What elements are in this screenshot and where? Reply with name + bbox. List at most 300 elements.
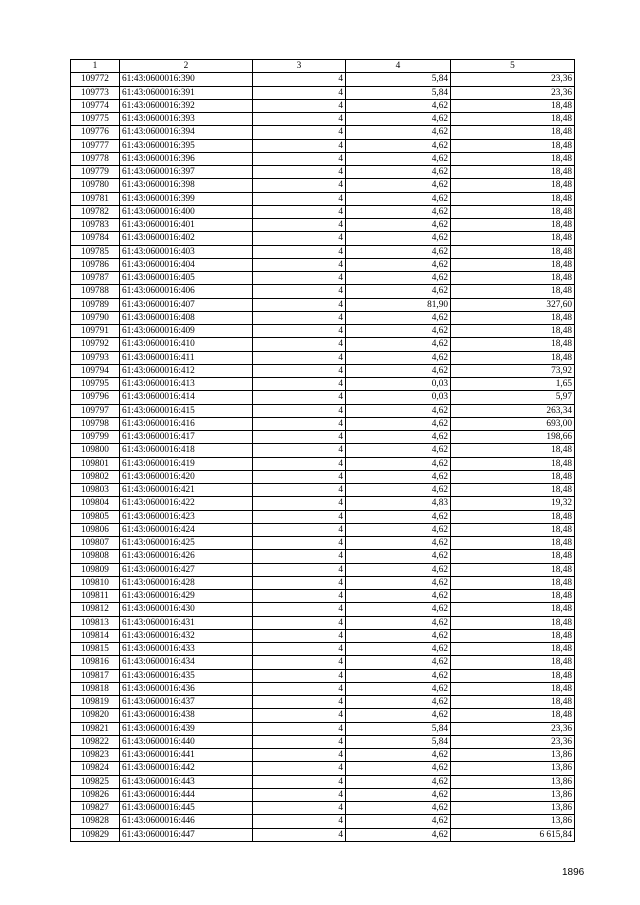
cell-row-number: 109803: [71, 484, 120, 497]
cell-row-number: 109797: [71, 404, 120, 417]
cell-cadastral-number: 61:43:0600016:436: [120, 682, 253, 695]
cell-col-5: 693,00: [451, 417, 575, 430]
cell-col-5: 18,48: [451, 139, 575, 152]
cell-row-number: 109774: [71, 99, 120, 112]
table-row: [71, 749, 575, 762]
table-row: [71, 219, 575, 232]
cell-col-5: 18,48: [451, 166, 575, 179]
cell-cadastral-number: 61:43:0600016:397: [120, 166, 253, 179]
cell-row-number: 109817: [71, 669, 120, 682]
cell-col-5: 1,65: [451, 378, 575, 391]
cell-col-4: 4,62: [346, 815, 451, 828]
cell-row-number: 109792: [71, 338, 120, 351]
cell-cadastral-number: 61:43:0600016:421: [120, 484, 253, 497]
cell-col-5: 73,92: [451, 364, 575, 377]
cell-col-3: 4: [253, 86, 346, 99]
cell-col-5: 18,48: [451, 272, 575, 285]
cell-cadastral-number: 61:43:0600016:426: [120, 550, 253, 563]
cell-row-number: 109814: [71, 629, 120, 642]
cell-row-number: 109780: [71, 179, 120, 192]
table-row: [71, 788, 575, 801]
cell-col-5: 18,48: [451, 338, 575, 351]
cell-row-number: 109815: [71, 643, 120, 656]
cell-cadastral-number: 61:43:0600016:422: [120, 497, 253, 510]
cell-col-4: 4,62: [346, 788, 451, 801]
table-row: [71, 378, 575, 391]
cell-cadastral-number: 61:43:0600016:410: [120, 338, 253, 351]
cell-col-5: 18,48: [451, 484, 575, 497]
cell-cadastral-number: 61:43:0600016:445: [120, 802, 253, 815]
cell-col-5: 18,48: [451, 629, 575, 642]
cell-col-4: 4,62: [346, 616, 451, 629]
cell-col-5: 18,48: [451, 523, 575, 536]
cell-col-4: 4,62: [346, 219, 451, 232]
cell-col-3: 4: [253, 550, 346, 563]
cell-row-number: 109781: [71, 192, 120, 205]
cell-col-5: 18,48: [451, 603, 575, 616]
cell-col-4: 4,62: [346, 285, 451, 298]
cell-col-4: 4,62: [346, 113, 451, 126]
table-row: [71, 457, 575, 470]
cell-col-3: 4: [253, 722, 346, 735]
cell-row-number: 109829: [71, 828, 120, 841]
cell-row-number: 109828: [71, 815, 120, 828]
cell-row-number: 109791: [71, 325, 120, 338]
cell-row-number: 109798: [71, 417, 120, 430]
cell-col-5: 19,32: [451, 497, 575, 510]
cell-row-number: 109793: [71, 351, 120, 364]
cell-cadastral-number: 61:43:0600016:441: [120, 749, 253, 762]
cell-row-number: 109785: [71, 245, 120, 258]
table-row: [71, 484, 575, 497]
cell-cadastral-number: 61:43:0600016:392: [120, 99, 253, 112]
cell-col-5: 18,48: [451, 576, 575, 589]
cell-cadastral-number: 61:43:0600016:412: [120, 364, 253, 377]
cell-col-5: 18,48: [451, 444, 575, 457]
cell-col-5: 13,86: [451, 815, 575, 828]
table-row: [71, 722, 575, 735]
cell-col-5: 18,48: [451, 245, 575, 258]
cell-cadastral-number: 61:43:0600016:434: [120, 656, 253, 669]
cell-col-5: 18,48: [451, 616, 575, 629]
cell-col-4: 4,62: [346, 325, 451, 338]
cell-row-number: 109806: [71, 523, 120, 536]
cell-col-4: 4,62: [346, 537, 451, 550]
cell-row-number: 109813: [71, 616, 120, 629]
cell-row-number: 109818: [71, 682, 120, 695]
cell-row-number: 109824: [71, 762, 120, 775]
cell-col-5: 263,34: [451, 404, 575, 417]
cell-cadastral-number: 61:43:0600016:401: [120, 219, 253, 232]
cell-col-3: 4: [253, 219, 346, 232]
cell-col-4: 4,62: [346, 629, 451, 642]
cell-cadastral-number: 61:43:0600016:425: [120, 537, 253, 550]
table-row: [71, 656, 575, 669]
table-row: [71, 417, 575, 430]
cell-cadastral-number: 61:43:0600016:394: [120, 126, 253, 139]
cell-col-4: 5,84: [346, 73, 451, 86]
cell-col-5: 6 615,84: [451, 828, 575, 841]
cell-col-3: 4: [253, 457, 346, 470]
cell-col-3: 4: [253, 590, 346, 603]
cell-cadastral-number: 61:43:0600016:409: [120, 325, 253, 338]
table-row: [71, 616, 575, 629]
cell-col-5: 18,48: [451, 113, 575, 126]
cell-col-3: 4: [253, 603, 346, 616]
cell-cadastral-number: 61:43:0600016:424: [120, 523, 253, 536]
cell-col-5: 23,36: [451, 73, 575, 86]
cell-col-5: 18,48: [451, 351, 575, 364]
cell-col-3: 4: [253, 510, 346, 523]
cell-row-number: 109772: [71, 73, 120, 86]
cell-row-number: 109816: [71, 656, 120, 669]
cell-row-number: 109808: [71, 550, 120, 563]
cell-cadastral-number: 61:43:0600016:411: [120, 351, 253, 364]
cell-col-5: 18,48: [451, 311, 575, 324]
cell-col-4: 4,62: [346, 696, 451, 709]
table-row: [71, 245, 575, 258]
cell-cadastral-number: 61:43:0600016:403: [120, 245, 253, 258]
cell-col-5: 18,48: [451, 470, 575, 483]
cell-col-4: 4,62: [346, 563, 451, 576]
cell-col-3: 4: [253, 775, 346, 788]
table-row: [71, 338, 575, 351]
cell-col-4: 4,62: [346, 484, 451, 497]
cell-cadastral-number: 61:43:0600016:443: [120, 775, 253, 788]
table-row: [71, 73, 575, 86]
cell-row-number: 109776: [71, 126, 120, 139]
cell-cadastral-number: 61:43:0600016:415: [120, 404, 253, 417]
cell-col-3: 4: [253, 762, 346, 775]
cell-row-number: 109778: [71, 152, 120, 165]
cell-col-4: 0,03: [346, 391, 451, 404]
cell-cadastral-number: 61:43:0600016:404: [120, 258, 253, 271]
cell-col-3: 4: [253, 364, 346, 377]
table-row: [71, 391, 575, 404]
cell-col-3: 4: [253, 484, 346, 497]
cell-col-4: 5,84: [346, 86, 451, 99]
cell-col-5: 18,48: [451, 192, 575, 205]
cell-cadastral-number: 61:43:0600016:390: [120, 73, 253, 86]
cell-row-number: 109811: [71, 590, 120, 603]
cell-col-3: 4: [253, 179, 346, 192]
cell-col-5: 18,48: [451, 152, 575, 165]
table-row: [71, 682, 575, 695]
table-row: [71, 510, 575, 523]
cell-cadastral-number: 61:43:0600016:418: [120, 444, 253, 457]
table-row: [71, 431, 575, 444]
cell-col-4: 4,62: [346, 192, 451, 205]
cell-col-3: 4: [253, 113, 346, 126]
cell-col-5: 18,48: [451, 550, 575, 563]
cell-col-3: 4: [253, 643, 346, 656]
cell-row-number: 109787: [71, 272, 120, 285]
cell-col-5: 18,48: [451, 537, 575, 550]
table-row: [71, 497, 575, 510]
table-row: [71, 709, 575, 722]
cell-col-3: 4: [253, 537, 346, 550]
cell-col-4: 81,90: [346, 298, 451, 311]
table-row: [71, 325, 575, 338]
cell-col-5: 18,48: [451, 205, 575, 218]
cell-col-5: 327,60: [451, 298, 575, 311]
cell-col-4: 4,62: [346, 351, 451, 364]
cell-col-4: 4,62: [346, 470, 451, 483]
cell-col-3: 4: [253, 126, 346, 139]
table-row: [71, 643, 575, 656]
cell-col-5: 5,97: [451, 391, 575, 404]
cell-row-number: 109807: [71, 537, 120, 550]
cell-col-4: 4,62: [346, 828, 451, 841]
column-header-1: 1: [71, 60, 120, 73]
cell-cadastral-number: 61:43:0600016:446: [120, 815, 253, 828]
cell-row-number: 109786: [71, 258, 120, 271]
cell-col-3: 4: [253, 351, 346, 364]
cell-row-number: 109775: [71, 113, 120, 126]
table-row: [71, 603, 575, 616]
cell-col-4: 4,62: [346, 139, 451, 152]
cell-row-number: 109783: [71, 219, 120, 232]
cell-col-3: 4: [253, 205, 346, 218]
cell-col-3: 4: [253, 404, 346, 417]
cell-col-3: 4: [253, 139, 346, 152]
cell-row-number: 109826: [71, 788, 120, 801]
cell-col-4: 4,62: [346, 179, 451, 192]
table-row: [71, 205, 575, 218]
table-row: [71, 828, 575, 841]
cell-col-3: 4: [253, 656, 346, 669]
table-row: [71, 669, 575, 682]
cell-col-3: 4: [253, 391, 346, 404]
cell-cadastral-number: 61:43:0600016:393: [120, 113, 253, 126]
table-row: [71, 99, 575, 112]
cell-col-3: 4: [253, 749, 346, 762]
cell-col-5: 18,48: [451, 126, 575, 139]
cell-col-4: 5,84: [346, 735, 451, 748]
table-row: [71, 139, 575, 152]
cell-col-5: 18,48: [451, 696, 575, 709]
cell-col-3: 4: [253, 629, 346, 642]
table-row: [71, 192, 575, 205]
cell-row-number: 109804: [71, 497, 120, 510]
table-row: [71, 258, 575, 271]
cell-col-4: 4,62: [346, 762, 451, 775]
cell-col-3: 4: [253, 815, 346, 828]
column-header-4: 4: [346, 60, 451, 73]
cell-col-3: 4: [253, 709, 346, 722]
cell-col-4: 4,62: [346, 258, 451, 271]
table-row: [71, 166, 575, 179]
cell-cadastral-number: 61:43:0600016:405: [120, 272, 253, 285]
cell-col-3: 4: [253, 682, 346, 695]
cell-col-5: 18,48: [451, 179, 575, 192]
cell-col-5: 23,36: [451, 735, 575, 748]
table-row: [71, 590, 575, 603]
cell-col-5: 18,48: [451, 258, 575, 271]
cell-col-3: 4: [253, 470, 346, 483]
cell-row-number: 109799: [71, 431, 120, 444]
cell-col-3: 4: [253, 245, 346, 258]
cell-col-3: 4: [253, 311, 346, 324]
cell-row-number: 109789: [71, 298, 120, 311]
cell-col-4: 4,62: [346, 99, 451, 112]
cell-cadastral-number: 61:43:0600016:432: [120, 629, 253, 642]
cell-col-5: 13,86: [451, 788, 575, 801]
table-row: [71, 735, 575, 748]
cell-col-5: 18,48: [451, 709, 575, 722]
cell-col-5: 18,48: [451, 643, 575, 656]
table-row: [71, 444, 575, 457]
cell-row-number: 109819: [71, 696, 120, 709]
cell-col-4: 4,62: [346, 603, 451, 616]
data-table: [70, 59, 575, 842]
table-row: [71, 550, 575, 563]
cell-col-5: 13,86: [451, 749, 575, 762]
cell-col-4: 4,62: [346, 510, 451, 523]
cell-col-4: 4,62: [346, 311, 451, 324]
cell-row-number: 109777: [71, 139, 120, 152]
cell-cadastral-number: 61:43:0600016:408: [120, 311, 253, 324]
cell-cadastral-number: 61:43:0600016:442: [120, 762, 253, 775]
table-row: [71, 179, 575, 192]
column-header-5: 5: [451, 60, 575, 73]
cell-col-3: 4: [253, 152, 346, 165]
cell-cadastral-number: 61:43:0600016:395: [120, 139, 253, 152]
cell-col-3: 4: [253, 378, 346, 391]
cell-col-3: 4: [253, 523, 346, 536]
cell-cadastral-number: 61:43:0600016:419: [120, 457, 253, 470]
cell-col-4: 4,62: [346, 205, 451, 218]
table-row: [71, 576, 575, 589]
cell-col-3: 4: [253, 73, 346, 86]
cell-col-3: 4: [253, 166, 346, 179]
cell-col-5: 13,86: [451, 775, 575, 788]
cell-col-3: 4: [253, 272, 346, 285]
cell-cadastral-number: 61:43:0600016:440: [120, 735, 253, 748]
cell-row-number: 109779: [71, 166, 120, 179]
cell-col-4: 4,62: [346, 166, 451, 179]
cell-cadastral-number: 61:43:0600016:414: [120, 391, 253, 404]
cell-col-4: 0,03: [346, 378, 451, 391]
cell-col-5: 13,86: [451, 762, 575, 775]
table-row: [71, 470, 575, 483]
cell-col-3: 4: [253, 497, 346, 510]
cell-row-number: 109773: [71, 86, 120, 99]
cell-row-number: 109784: [71, 232, 120, 245]
cell-col-3: 4: [253, 669, 346, 682]
page-number: 1896: [562, 867, 585, 878]
table-row: [71, 404, 575, 417]
cell-cadastral-number: 61:43:0600016:396: [120, 152, 253, 165]
cell-cadastral-number: 61:43:0600016:399: [120, 192, 253, 205]
cell-col-3: 4: [253, 735, 346, 748]
table-row: [71, 311, 575, 324]
cell-row-number: 109801: [71, 457, 120, 470]
table-row: [71, 232, 575, 245]
cell-row-number: 109800: [71, 444, 120, 457]
cell-cadastral-number: 61:43:0600016:431: [120, 616, 253, 629]
cell-col-5: 18,48: [451, 656, 575, 669]
cell-col-3: 4: [253, 417, 346, 430]
cell-col-4: 4,62: [346, 457, 451, 470]
table-row: [71, 815, 575, 828]
cell-col-4: 4,62: [346, 232, 451, 245]
cell-col-4: 4,62: [346, 338, 451, 351]
cell-col-4: 4,62: [346, 550, 451, 563]
cell-col-3: 4: [253, 802, 346, 815]
cell-col-3: 4: [253, 325, 346, 338]
cell-col-3: 4: [253, 616, 346, 629]
cell-cadastral-number: 61:43:0600016:400: [120, 205, 253, 218]
cell-col-4: 4,62: [346, 523, 451, 536]
cell-col-4: 4,62: [346, 245, 451, 258]
cell-col-4: 4,62: [346, 682, 451, 695]
cell-row-number: 109809: [71, 563, 120, 576]
cell-col-4: 4,62: [346, 431, 451, 444]
cell-col-5: 18,48: [451, 682, 575, 695]
table-row: [71, 629, 575, 642]
cell-cadastral-number: 61:43:0600016:439: [120, 722, 253, 735]
cell-row-number: 109823: [71, 749, 120, 762]
cell-col-3: 4: [253, 563, 346, 576]
table-row: [71, 802, 575, 815]
cell-col-5: 18,48: [451, 669, 575, 682]
cell-col-4: 4,62: [346, 709, 451, 722]
cell-cadastral-number: 61:43:0600016:406: [120, 285, 253, 298]
cell-col-3: 4: [253, 338, 346, 351]
cell-col-5: 18,48: [451, 99, 575, 112]
cell-col-4: 4,62: [346, 749, 451, 762]
cell-col-5: 18,48: [451, 563, 575, 576]
cell-cadastral-number: 61:43:0600016:428: [120, 576, 253, 589]
cell-cadastral-number: 61:43:0600016:417: [120, 431, 253, 444]
cell-col-4: 4,62: [346, 669, 451, 682]
cell-col-4: 4,62: [346, 152, 451, 165]
table-row: [71, 563, 575, 576]
table-row: [71, 285, 575, 298]
table-row: [71, 762, 575, 775]
cell-col-4: 4,62: [346, 576, 451, 589]
cell-col-3: 4: [253, 298, 346, 311]
table-row: [71, 126, 575, 139]
cell-col-3: 4: [253, 696, 346, 709]
cell-col-3: 4: [253, 285, 346, 298]
cell-col-5: 23,36: [451, 722, 575, 735]
cell-row-number: 109822: [71, 735, 120, 748]
cell-cadastral-number: 61:43:0600016:433: [120, 643, 253, 656]
cell-cadastral-number: 61:43:0600016:398: [120, 179, 253, 192]
table-row: [71, 272, 575, 285]
table-row: [71, 775, 575, 788]
cell-col-5: 18,48: [451, 510, 575, 523]
cell-col-4: 5,84: [346, 722, 451, 735]
cell-row-number: 109790: [71, 311, 120, 324]
table-row: [71, 537, 575, 550]
table-body: [71, 73, 575, 842]
column-header-3: 3: [253, 60, 346, 73]
cell-row-number: 109825: [71, 775, 120, 788]
cell-cadastral-number: 61:43:0600016:438: [120, 709, 253, 722]
cell-col-3: 4: [253, 258, 346, 271]
cell-row-number: 109796: [71, 391, 120, 404]
table-row: [71, 696, 575, 709]
cell-cadastral-number: 61:43:0600016:427: [120, 563, 253, 576]
cell-col-4: 4,62: [346, 590, 451, 603]
header-row: [71, 60, 575, 73]
cell-col-3: 4: [253, 444, 346, 457]
cell-row-number: 109788: [71, 285, 120, 298]
cell-cadastral-number: 61:43:0600016:429: [120, 590, 253, 603]
